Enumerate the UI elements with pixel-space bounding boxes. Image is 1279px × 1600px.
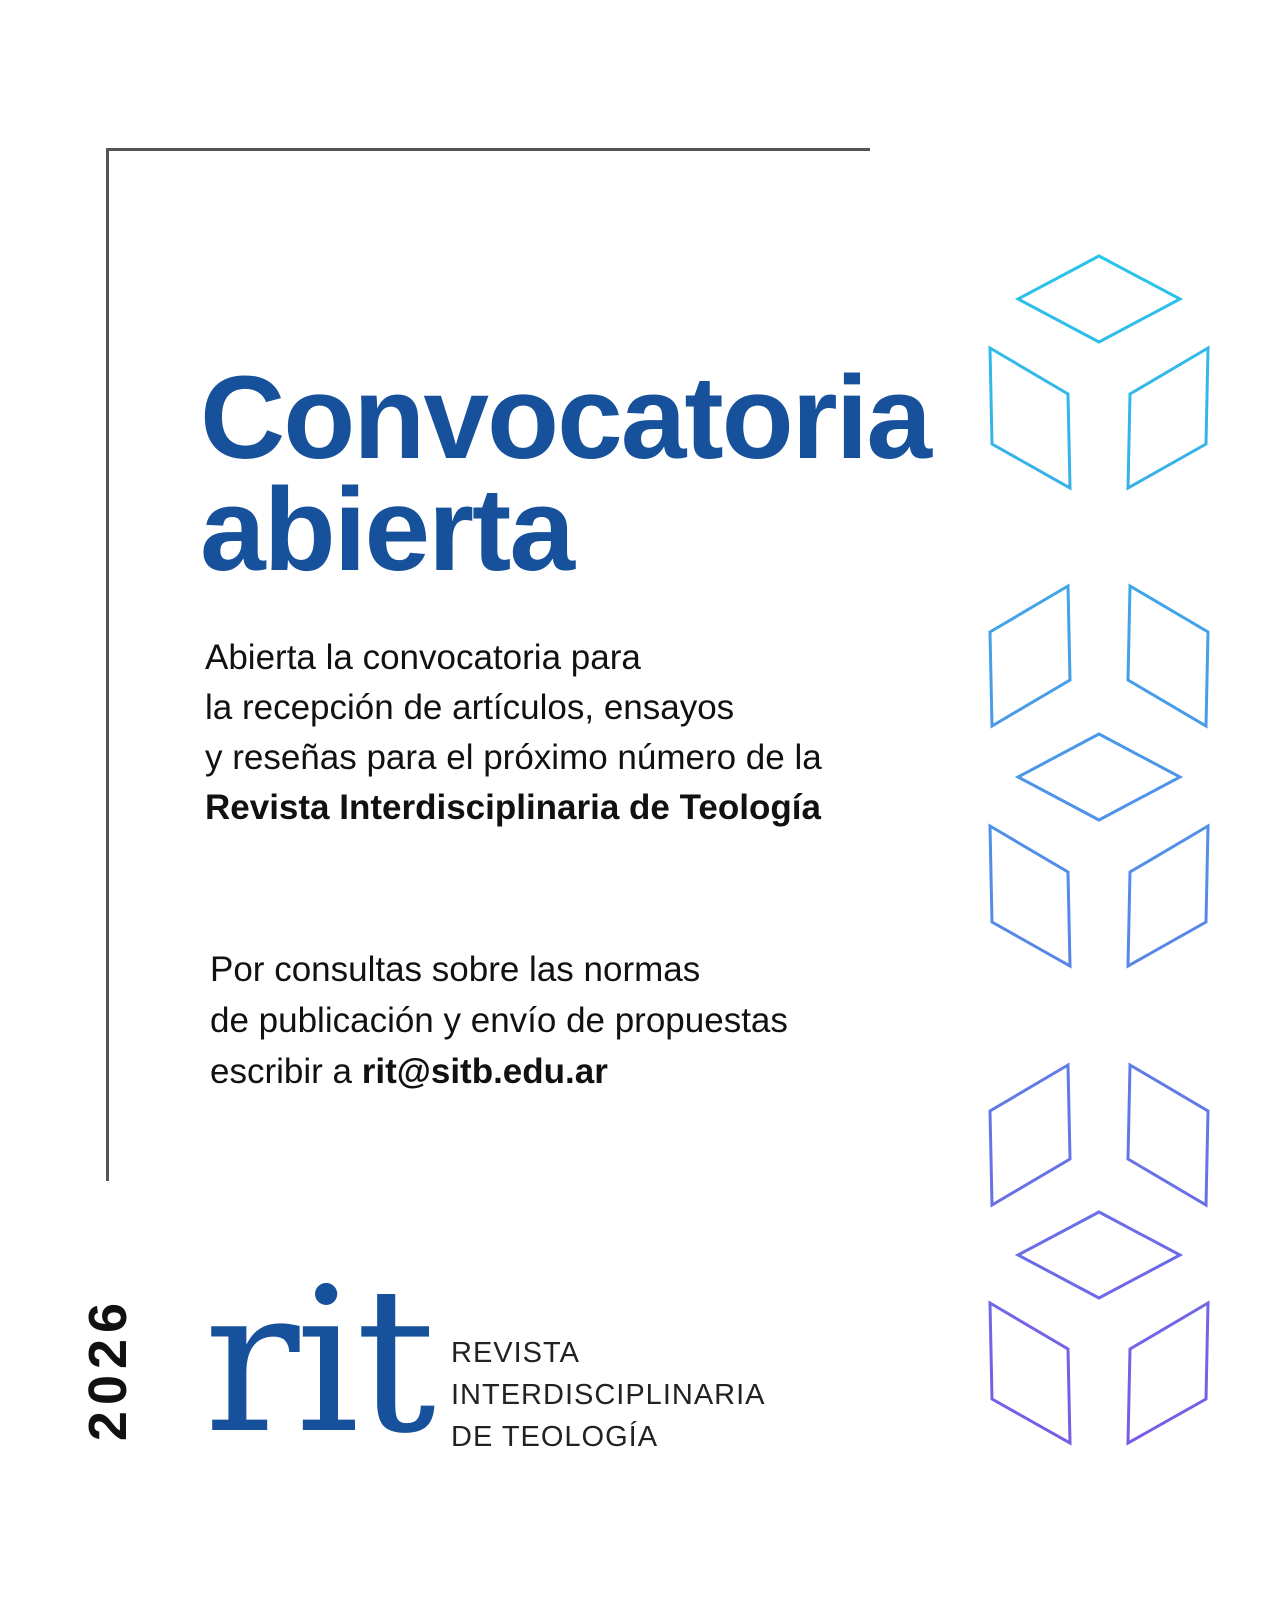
contact-line-3 [210, 1046, 970, 1097]
contact-text [210, 944, 970, 1097]
headline [200, 352, 960, 596]
cube-left-face [990, 586, 1070, 726]
cube-top-face [1018, 1212, 1180, 1298]
contact-email: rit@sitb.edu.ar [361, 1052, 608, 1091]
intro-line-1: Abierta la convocatoria para [205, 638, 641, 677]
cube-left-face [990, 1303, 1070, 1443]
logo-journal-name [451, 1332, 766, 1458]
cube-right-face [1128, 348, 1208, 488]
headline-line-2: abierta [200, 464, 573, 596]
logo-line-3: DE TEOLOGÍA [451, 1421, 659, 1453]
cube-left-face [990, 348, 1070, 488]
frame-line-top [106, 148, 870, 151]
cube-pattern-icon [985, 250, 1245, 1500]
rit-logo-wordmark: rit [204, 1245, 432, 1478]
logo-line-1: REVISTA [451, 1337, 580, 1369]
cube-left-face [990, 1065, 1070, 1205]
year-label [78, 1274, 138, 1464]
intro-line-3: y reseñas para el próximo número de la [205, 738, 822, 777]
intro-text [205, 633, 965, 833]
contact-line-1: Por consultas sobre las normas [210, 950, 701, 989]
contact-line-2: de publicación y envío de propuestas [210, 1001, 788, 1040]
journal-name: Revista Interdisciplinaria de Teología [205, 788, 821, 827]
year-text: 2026 [78, 1296, 138, 1442]
cube-left-face [990, 826, 1070, 966]
contact-line-3-prefix: escribir a [210, 1052, 362, 1091]
logo-line-2: INTERDISCIPLINARIA [451, 1379, 766, 1411]
cube-top-face [1018, 734, 1180, 820]
cube-right-face [1128, 1065, 1208, 1205]
headline-line-1: Convocatoria [200, 352, 931, 484]
intro-line-2: la recepción de artículos, ensayos [205, 688, 735, 727]
cube-right-face [1128, 1303, 1208, 1443]
cube-top-face [1018, 256, 1180, 342]
frame-line-left [106, 148, 109, 1181]
cube-right-face [1128, 826, 1208, 966]
cube-right-face [1128, 586, 1208, 726]
